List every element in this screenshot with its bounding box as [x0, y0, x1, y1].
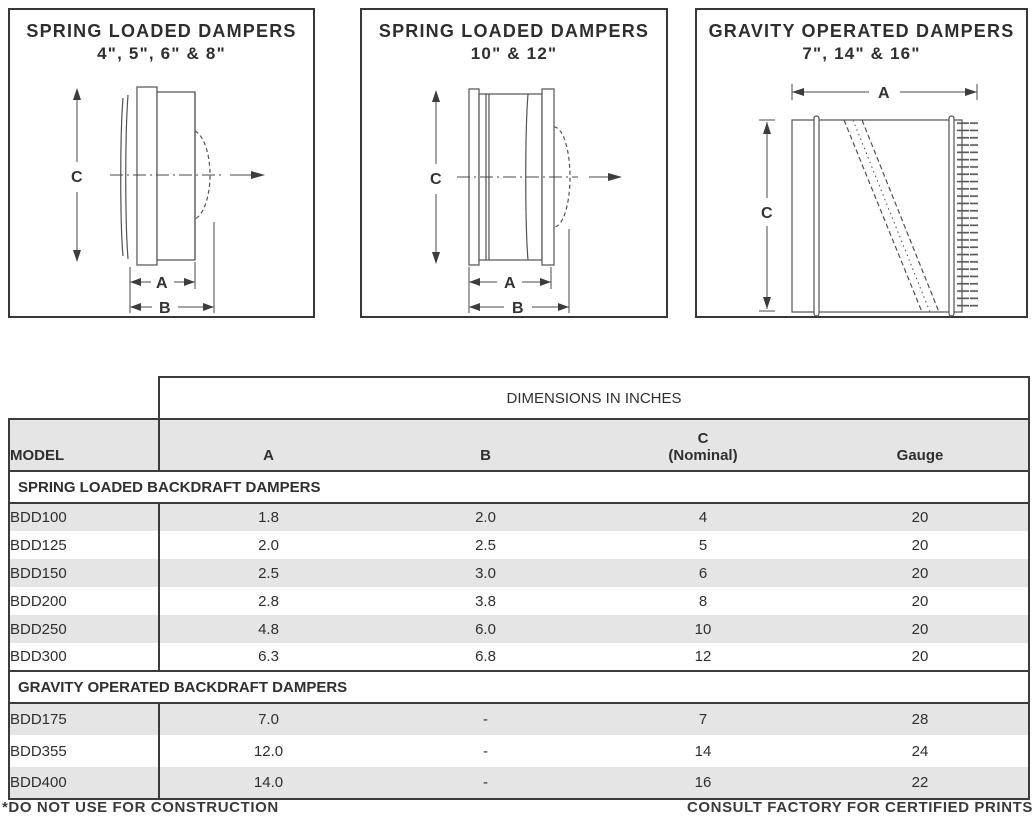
cell-a: 2.0 [159, 531, 377, 559]
footer-right-note: CONSULT FACTORY FOR CERTIFIED PRINTS [686, 799, 1033, 816]
panel-subtitle: 4", 5", 6" & 8" [97, 44, 226, 63]
cell-a: 2.8 [159, 587, 377, 615]
cell-c: 16 [594, 767, 812, 799]
cell-b: - [377, 767, 594, 799]
column-header-row [9, 419, 1029, 471]
cell-c: 6 [594, 559, 812, 587]
section-header-spring: SPRING LOADED BACKDRAFT DAMPERS [9, 471, 1029, 503]
cell-a: 14.0 [159, 767, 377, 799]
table-row [9, 503, 1029, 531]
cell-b: 6.0 [377, 615, 594, 643]
dim-label-a: A [877, 85, 891, 102]
section-header-gravity: GRAVITY OPERATED BACKDRAFT DAMPERS [9, 671, 1029, 703]
panel-spring-large [360, 8, 668, 318]
cell-gauge: 20 [812, 615, 1029, 643]
table-row [9, 587, 1029, 615]
table-row [9, 531, 1029, 559]
dims-span-header: DIMENSIONS IN INCHES [159, 377, 1029, 419]
damper-body [792, 116, 978, 316]
cell-a: 2.5 [159, 559, 377, 587]
cell-gauge: 20 [812, 559, 1029, 587]
cell-gauge: 22 [812, 767, 1029, 799]
panel-gravity [695, 8, 1028, 318]
cell-b: 2.5 [475, 536, 496, 554]
table-row [9, 735, 1029, 767]
cell-c: 14 [694, 742, 712, 760]
cell-b: 3.0 [377, 559, 594, 587]
dim-label-b: B [511, 300, 525, 316]
cell-c: 8 [698, 592, 708, 610]
cell-model: BDD175 [9, 703, 159, 735]
cell-a: 12.0 [159, 735, 377, 767]
damper-drawing-side-view [362, 70, 666, 316]
dim-label-c: C [70, 169, 84, 186]
dim-label-b: B [158, 300, 172, 316]
damper-drawing-side-view [10, 70, 313, 316]
cell-b: 3.8 [475, 592, 496, 610]
col-header-model: MODEL [9, 419, 159, 471]
damper-body [121, 87, 195, 265]
panel-title: SPRING LOADED DAMPERS [378, 21, 650, 41]
crimped-end [957, 122, 978, 312]
panel-subtitle: 10" & 12" [470, 44, 558, 63]
dimension-c [430, 90, 442, 264]
footer-left-note: *DO NOT USE FOR CONSTRUCTION [2, 799, 279, 816]
cell-gauge: 20 [812, 503, 1029, 531]
cell-model: BDD200 [9, 587, 159, 615]
cell-b: - [377, 703, 594, 735]
panel-spring-small [8, 8, 315, 318]
table-row [9, 559, 1029, 587]
dimension-a [792, 84, 977, 102]
cell-a: 4.8 [159, 615, 377, 643]
col-header-c-line1: C [697, 429, 709, 447]
span-header-row [9, 377, 1029, 419]
cell-model: BDD355 [9, 735, 159, 767]
section-header-row [9, 671, 1029, 703]
cell-a: 7.0 [159, 703, 377, 735]
col-header-c [594, 419, 812, 471]
cell-a: 1.8 [159, 503, 377, 531]
flow-arrow [589, 173, 622, 181]
flow-arrow [230, 171, 265, 179]
cell-model: BDD100 [9, 503, 159, 531]
cell-c: 5 [698, 536, 708, 554]
col-header-b: B [377, 419, 594, 471]
dimensions-table [8, 376, 1030, 800]
cell-c: 7 [594, 703, 812, 735]
blank-cell [9, 377, 159, 419]
panel-title: SPRING LOADED DAMPERS [26, 21, 297, 41]
dim-label-c: C [760, 205, 774, 222]
table-row [9, 703, 1029, 735]
dimension-c [71, 88, 83, 262]
panel-title: GRAVITY OPERATED DAMPERS [708, 21, 1015, 41]
col-header-a: A [159, 419, 377, 471]
panel-subtitle: 7", 14" & 16" [802, 44, 921, 63]
cell-a: 6.3 [159, 643, 377, 671]
cell-model: BDD300 [9, 643, 159, 671]
dim-label-a: A [503, 275, 517, 292]
cell-b: - [483, 742, 488, 760]
cell-model: BDD250 [9, 615, 159, 643]
cell-gauge: 20 [812, 531, 1029, 559]
cell-c: 10 [594, 615, 812, 643]
damper-drawing-side-view [697, 70, 1026, 316]
cell-gauge: 24 [812, 735, 1029, 767]
section-header-row [9, 471, 1029, 503]
cell-gauge: 28 [812, 703, 1029, 735]
cell-c: 12 [694, 648, 712, 665]
cell-b: 6.8 [475, 648, 496, 665]
cell-model: BDD400 [9, 767, 159, 799]
cell-model: BDD125 [9, 531, 159, 559]
cell-model: BDD150 [9, 559, 159, 587]
dim-label-c: C [429, 171, 443, 188]
cell-c: 4 [594, 503, 812, 531]
footer-notes [2, 799, 1033, 816]
table-row [9, 615, 1029, 643]
dim-label-a: A [155, 275, 169, 292]
cell-gauge: 20 [812, 587, 1029, 615]
cell-b: 2.0 [377, 503, 594, 531]
col-header-c-line2: (Nominal) [668, 446, 738, 464]
dimension-c [759, 120, 775, 311]
table-row [9, 643, 1029, 671]
table-row [9, 767, 1029, 799]
cell-gauge: 20 [812, 643, 1029, 671]
col-header-gauge: Gauge [812, 419, 1029, 471]
